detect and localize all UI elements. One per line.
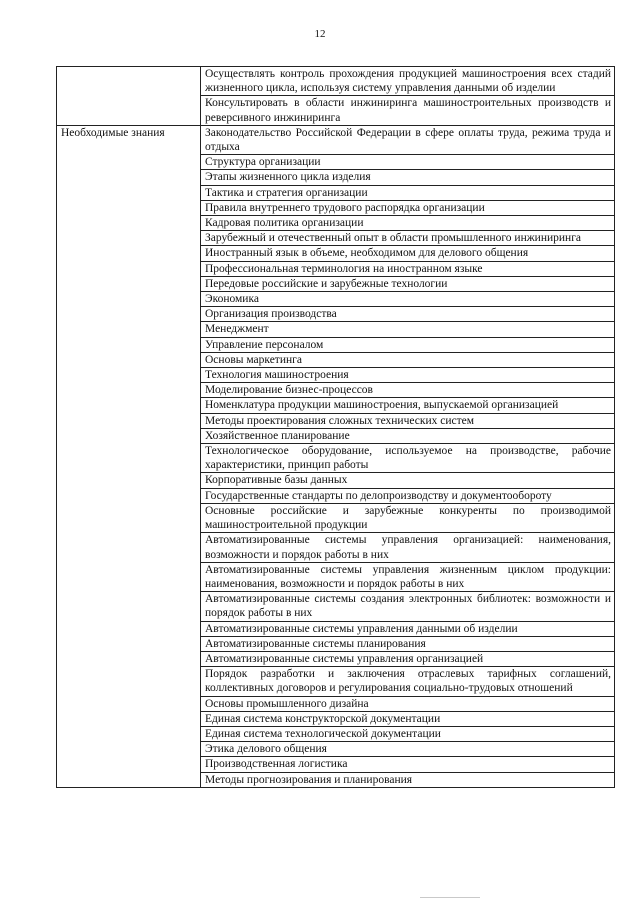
knowledge-item-cell: Основы промышленного дизайна — [201, 696, 615, 711]
knowledge-item-cell: Зарубежный и отечественный опыт в области промышленного инжиниринга — [201, 231, 615, 246]
knowledge-item-cell: Этика делового общения — [201, 742, 615, 757]
knowledge-item-cell: Передовые российские и зарубежные технологии — [201, 276, 615, 291]
knowledge-item-cell: Методы прогнозирования и планирования — [201, 772, 615, 787]
knowledge-item-cell: Кадровая политика организации — [201, 216, 615, 231]
knowledge-item-cell: Управление персоналом — [201, 337, 615, 352]
knowledge-table — [56, 66, 615, 788]
knowledge-item-cell: Основы маркетинга — [201, 352, 615, 367]
section-label: Необходимые знания — [57, 125, 201, 787]
knowledge-item-cell: Законодательство Российской Федерации в сфере оплаты труда, режима труда и отдыха — [201, 125, 615, 154]
knowledge-item-cell: Структура организации — [201, 155, 615, 170]
knowledge-item-cell: Тактика и стратегия организации — [201, 185, 615, 200]
knowledge-item-cell: Автоматизированные системы управления организацией — [201, 651, 615, 666]
empty-label-cell — [57, 67, 201, 126]
page-number: 12 — [314, 28, 326, 40]
knowledge-item-cell: Автоматизированные системы управления организацией: наименования, возможности и порядок работы в них — [201, 533, 615, 562]
knowledge-item-cell: Автоматизированные системы планирования — [201, 636, 615, 651]
knowledge-item-cell: Правила внутреннего трудового распорядка организации — [201, 200, 615, 215]
knowledge-item-cell: Автоматизированные системы создания электронных библиотек: возможности и порядок работы в них — [201, 592, 615, 621]
knowledge-item-cell: Моделирование бизнес-процессов — [201, 383, 615, 398]
knowledge-item-cell: Профессиональная терминология на иностранном языке — [201, 261, 615, 276]
knowledge-item-cell: Менеджмент — [201, 322, 615, 337]
table-row — [57, 67, 615, 96]
knowledge-item-cell: Организация производства — [201, 307, 615, 322]
knowledge-item-cell: Номенклатура продукции машиностроения, выпускаемой организацией — [201, 398, 615, 413]
skill-cell: Осуществлять контроль прохождения продукцией машиностроения всех стадий жизненного цикла, используя систему управления данными об изделии — [201, 67, 615, 96]
knowledge-item-cell: Единая система конструкторской документации — [201, 711, 615, 726]
knowledge-item-cell: Хозяйственное планирование — [201, 428, 615, 443]
knowledge-item-cell: Производственная логистика — [201, 757, 615, 772]
scan-mark — [420, 897, 480, 898]
knowledge-item-cell: Технологическое оборудование, используемое на производстве, рабочие характеристики, принцип работы — [201, 444, 615, 473]
knowledge-item-cell: Автоматизированные системы управления данными об изделии — [201, 621, 615, 636]
knowledge-item-cell: Единая система технологической документации — [201, 726, 615, 741]
table-row — [57, 125, 615, 154]
knowledge-item-cell: Корпоративные базы данных — [201, 473, 615, 488]
knowledge-item-cell: Технология машиностроения — [201, 368, 615, 383]
knowledge-item-cell: Автоматизированные системы управления жизненным циклом продукции: наименования, возможности и порядок работы в них — [201, 562, 615, 591]
skill-cell: Консультировать в области инжиниринга машиностроительных производств и реверсивного инжиниринга — [201, 96, 615, 125]
table-body — [57, 67, 615, 788]
knowledge-item-cell: Порядок разработки и заключения отраслевых тарифных соглашений, коллективных договоров и регулирования социально-трудовых отношений — [201, 667, 615, 696]
knowledge-item-cell: Экономика — [201, 292, 615, 307]
knowledge-item-cell: Основные российские и зарубежные конкуренты по производимой машиностроительной продукции — [201, 503, 615, 532]
knowledge-item-cell: Иностранный язык в объеме, необходимом для делового общения — [201, 246, 615, 261]
knowledge-item-cell: Государственные стандарты по делопроизводству и документообороту — [201, 488, 615, 503]
knowledge-item-cell: Методы проектирования сложных технических систем — [201, 413, 615, 428]
knowledge-item-cell: Этапы жизненного цикла изделия — [201, 170, 615, 185]
